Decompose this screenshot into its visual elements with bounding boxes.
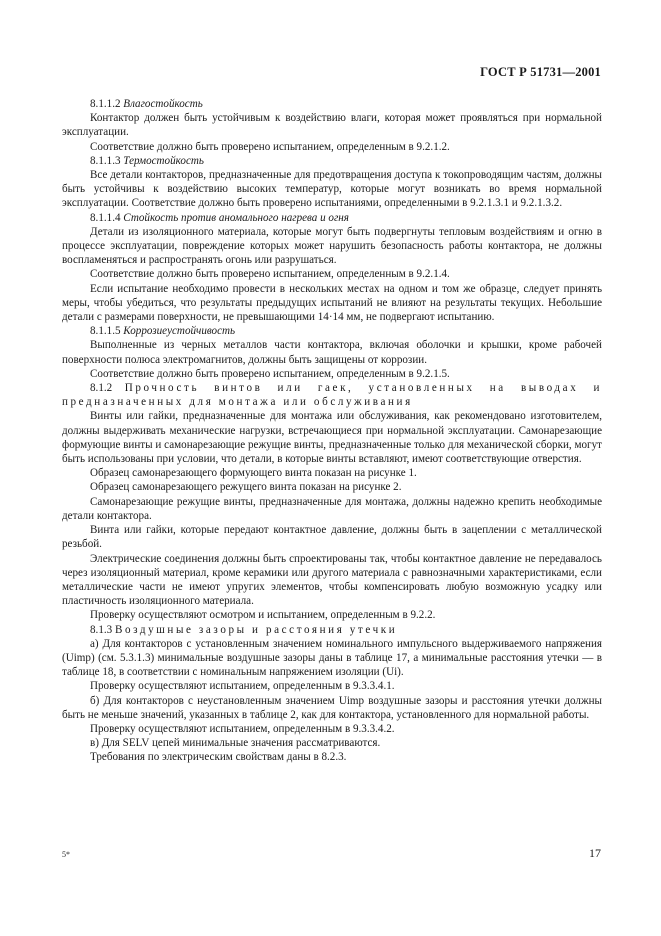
signature-mark: 5* [62, 850, 70, 859]
paragraph: Все детали контакторов, предназначенные для предотвращения доступа к токопроводящим частям, должны быть устойчивы к воздействию высоких температур, которые могут возникать во время нормальной эксплуатации. Соответствие должно быть проверено испытаниями, определенными в 9.2.1.3.1 и 9.2.1.3.2. [62, 169, 602, 210]
paragraph: Требования по электрическим свойствам даны в 8.2.3. [90, 751, 347, 764]
paragraph: Образец самонарезающего режущего винта показан на рисунке 2. [90, 481, 402, 494]
paragraph: Соответствие должно быть проверено испытанием, определенным в 9.2.1.5. [90, 367, 450, 380]
paragraph: Если испытание необходимо провести в нескольких местах на одном и том же образце, следует принять меры, чтобы убедиться, что результаты предыдущих испытаний не влияют на результаты текущих. Небольшие детали с размерами поверхности, не превышающими 14·14 мм, не подвергают испытанию. [62, 282, 602, 324]
paragraph: Проверку осуществляют осмотром и испытанием, определенным в 9.2.2. [90, 609, 436, 622]
paragraph: Проверку осуществляют испытанием, определенным в 9.3.3.4.1. [90, 680, 395, 693]
section-heading: 8.1.1.3 Термостойкость [90, 154, 204, 167]
paragraph: в) Для SELV цепей минимальные значения рассматриваются. [90, 737, 381, 750]
paragraph: Соответствие должно быть проверено испытанием, определенным в 9.2.1.4. [90, 268, 450, 281]
section-heading: 8.1.1.2 Влагостойкость [90, 98, 203, 110]
paragraph: а) Для контакторов с установленным значением номинального импульсного выдерживаемого напряжения (Uimp) (см. 5.3.1.3) минимальные воздушные зазоры даны в таблице 17, а минимальные расстояния утечки — в таблице 18, в соответствии с номинальным напряжением изоляции (Ui). [62, 637, 602, 679]
paragraph: Проверку осуществляют испытанием, определенным в 9.3.3.4.2. [90, 722, 395, 735]
paragraph: б) Для контакторов с неустановленным значением Uimp воздушные зазоры и расстояния утечки должны быть не меньше значений, указанных в таблице 2, как для контактора, установленного для нормальной работы. [62, 694, 602, 721]
section-heading: 8.1.1.4 Стойкость против аномального нагрева и огня [90, 211, 349, 224]
paragraph: Контактор должен быть устойчивым к воздействию влаги, которая может проявляться при нормальной эксплуатации. [62, 112, 602, 139]
paragraph: Выполненные из черных металлов части контактора, включая оболочки и крышки, кроме рабочей поверхности полюса электромагнитов, должны быть защищены от коррозии. [62, 339, 602, 366]
paragraph: Винты или гайки, предназначенные для монтажа или обслуживания, как рекомендовано изготовителем, должны выдерживать механические нагрузки, встречающиеся при нормальной эксплуатации. Самонарезающие формующие винты и самонарезающие режущие винты, предназначенные только для механической сборки, могут быть использованы при условии, что детали, в которые винты вставляют, имеют соответствующие отверстия. [62, 410, 602, 466]
section-heading: 8.1.1.5 Коррозиеустойчивость [90, 325, 236, 338]
paragraph: Образец самонарезающего формующего винта показан на рисунке 1. [90, 467, 417, 480]
document-body [62, 97, 602, 765]
paragraph: Соответствие должно быть проверено испытанием, определенным в 9.2.1.2. [90, 140, 450, 153]
paragraph: Самонарезающие режущие винты, предназначенные для монтажа, должны надежно крепить необходимые детали контактора. [62, 495, 602, 522]
spaced-heading: 8.1.3 Воздушные зазоры и расстояния утечки [90, 623, 398, 636]
paragraph: Детали из изоляционного материала, которые могут быть подвергнуты тепловым воздействиям и огню в процессе эксплуатации, повреждение которых может нарушить безопасность работы контактора, не должны воспламеняться и распространять огонь или разрушаться. [62, 225, 602, 267]
paragraph: Электрические соединения должны быть спроектированы так, чтобы контактное давление не передавалось через изоляционный материал, кроме керамики или другого материала с равнозначными характеристиками, если металлические части не имеют упругих элементов, чтобы компенсировать любую возможную усадку или пластичность изоляционного материала. [62, 552, 602, 608]
standard-header: ГОСТ Р 51731—2001 [480, 65, 601, 79]
paragraph: Винта или гайки, которые передают контактное давление, должны быть в зацеплении с металлической резьбой. [62, 524, 602, 551]
page-number: 17 [589, 846, 601, 860]
spaced-heading: 8.1.2 Прочность винтов или гаек, установленных на выводах и предназначенных для монтажа или обслуживания [62, 382, 602, 409]
